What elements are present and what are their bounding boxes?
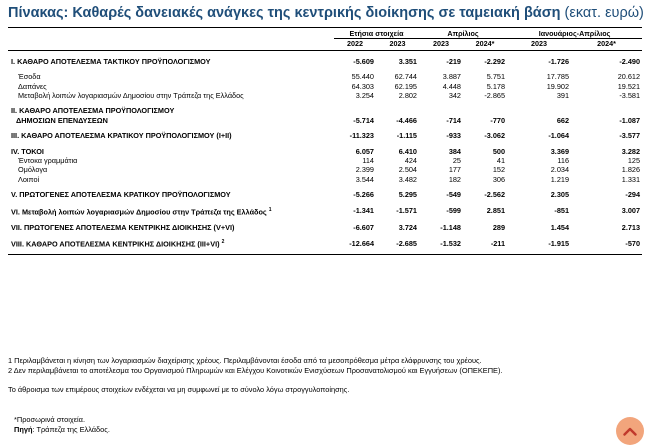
cell: 64.303 [351, 81, 374, 91]
cell: 342 [448, 91, 461, 101]
cell: -2.562 [484, 190, 506, 200]
title-unit: (εκατ. ευρώ) [564, 5, 644, 21]
chevron-up-icon [623, 426, 637, 436]
cell: 1.826 [621, 165, 641, 175]
table-row [8, 57, 642, 66]
footnotes [8, 356, 503, 395]
scroll-to-top-button[interactable] [616, 417, 644, 445]
cell: 62.744 [394, 72, 417, 82]
row-label: Δαπάνες [18, 81, 47, 91]
cell: 1.331 [621, 174, 641, 184]
cell: -1.064 [548, 131, 570, 141]
cell: -1.341 [353, 206, 374, 216]
cell: 3.007 [621, 206, 641, 216]
source-label: Πηγή [14, 425, 33, 435]
page-title [8, 5, 644, 21]
cell: 500 [492, 146, 506, 156]
row-label: IV. ΤΟΚΟΙ [11, 146, 44, 156]
footnote-ref: 1 [268, 206, 272, 213]
cell: 391 [556, 91, 570, 101]
data-table-container [8, 27, 642, 255]
header-group-annual: Ετήσια στοιχεία [334, 28, 419, 39]
cell: -294 [625, 190, 641, 200]
cell: 384 [448, 146, 461, 156]
cell: 306 [492, 174, 506, 184]
row-label: II. ΚΑΘΑΡΟ ΑΠΟΤΕΛΕΣΜΑ ΠΡΟΫΠΟΛΟΓΙΣΜΟΥ [11, 106, 175, 116]
cell: -2.292 [484, 56, 506, 66]
row-label [8, 238, 334, 254]
table-row [8, 206, 642, 217]
cell: -1.087 [619, 115, 641, 125]
header-year: 2023 [507, 39, 571, 50]
row-label: Ομόλογα [18, 165, 48, 175]
table-row [8, 223, 642, 232]
cell: 19.521 [617, 81, 641, 91]
cell: 662 [556, 115, 570, 125]
source-text: : Τράπεζα της Ελλάδος. [32, 425, 110, 435]
cell: 6.410 [398, 146, 417, 156]
cell: 2.399 [355, 165, 374, 175]
rounding-note: Το άθροισμα των επιμέρους στοιχείων ενδέχεται να μη συμφωνεί με το σύνολο λόγω στρογγυλοποίησης. [8, 384, 350, 394]
row-label: Λοιποί [18, 174, 40, 184]
cell: -549 [446, 190, 461, 200]
cell: -851 [554, 206, 570, 216]
cell: -1.571 [396, 206, 417, 216]
cell: 3.724 [398, 222, 417, 232]
cell: -219 [446, 56, 461, 66]
cell: 177 [448, 165, 461, 175]
cell: -6.607 [353, 222, 374, 232]
cell: 125 [627, 156, 641, 166]
cell: 1.219 [550, 174, 570, 184]
footnote-ref: 2 [221, 238, 225, 245]
table-row [8, 147, 642, 156]
cell: 3.254 [355, 91, 374, 101]
cell: -5.609 [353, 56, 374, 66]
borrowing-needs-table [8, 27, 642, 255]
cell: 2.851 [486, 206, 506, 216]
header-year: 2024* [571, 39, 642, 50]
row-label: V. ΠΡΩΤΟΓΕΝΕΣ ΑΠΟΤΕΛΕΣΜΑ ΚΡΑΤΙΚΟΥ ΠΡΟΫΠΟΛΟΓΙΣΜΟΥ [11, 190, 231, 200]
footnote-1: 1 Περιλαμβάνεται η κίνηση των λογαριασμών διαχείρισης χρέους. Περιλαμβάνονται έσοδα από τα μεσοπρόθεσμα μέτρα ελάφρυνσης του χρέους. [8, 356, 482, 365]
cell: 116 [557, 156, 570, 166]
cell: 3.887 [442, 72, 461, 82]
cell: -770 [490, 115, 506, 125]
cell: -5.714 [353, 115, 374, 125]
header-year: 2024* [463, 39, 507, 50]
cell: 20.612 [617, 72, 641, 82]
cell: -3.577 [619, 131, 641, 141]
cell: 182 [448, 174, 461, 184]
cell: -1.148 [440, 222, 461, 232]
cell: 289 [492, 222, 506, 232]
table-row [8, 106, 642, 115]
cell: 4.448 [442, 81, 461, 91]
cell: 3.544 [355, 174, 374, 184]
cell: -2.685 [396, 238, 417, 248]
cell: -933 [446, 131, 461, 141]
table-row [8, 165, 642, 174]
table-row [8, 91, 642, 100]
row-label: Μεταβολή λοιπών λογαριασμών Δημοσίου στην Τράπεζα της Ελλάδος [18, 91, 244, 101]
source-block [14, 415, 110, 436]
cell: 2.713 [621, 222, 641, 232]
row-label-text: VIII. ΚΑΘΑΡΟ ΑΠΟΤΕΛΕΣΜΑ ΚΕΝΤΡΙΚΗΣ ΔΙΟΙΚΗΣΗΣ (III+VI) [11, 239, 220, 249]
cell: 6.057 [355, 146, 374, 156]
title-main: Πίνακας: Καθαρές δανειακές ανάγκες της κεντρικής διοίκησης σε ταμειακή βάση [8, 5, 561, 21]
cell: 62.195 [394, 81, 417, 91]
header-year: 2023 [376, 39, 419, 50]
cell: -12.664 [349, 238, 374, 248]
cell: 424 [404, 156, 417, 166]
cell: -4.466 [396, 115, 417, 125]
header-group-jan-apr: Ιανουάριος-Απρίλιος [507, 28, 642, 39]
cell: -570 [625, 238, 641, 248]
cell: -1.726 [548, 56, 570, 66]
row-label: I. ΚΑΘΑΡΟ ΑΠΟΤΕΛΕΣΜΑ ΤΑΚΤΙΚΟΥ ΠΡΟΫΠΟΛΟΓΙΣΜΟΥ [11, 56, 211, 66]
row-label: III. ΚΑΘΑΡΟ ΑΠΟΤΕΛΕΣΜΑ ΚΡΑΤΙΚΟΥ ΠΡΟΫΠΟΛΟΓΙΣΜΟΥ (I+II) [11, 131, 232, 141]
table-row [8, 82, 642, 91]
provisional-note: *Προσωρινά στοιχεία. [14, 415, 85, 424]
header-group-april: Απρίλιος [419, 28, 507, 39]
cell: 152 [492, 165, 506, 175]
header-year: 2022 [334, 39, 376, 50]
cell: -2.865 [484, 91, 506, 101]
row-label-continued: ΔΗΜΟΣΙΩΝ ΕΠΕΝΔΥΣΕΩΝ [16, 115, 108, 125]
table-row [8, 131, 642, 140]
row-label: VII. ΠΡΩΤΟΓΕΝΕΣ ΑΠΟΤΕΛΕΣΜΑ ΚΕΝΤΡΙΚΗΣ ΔΙΟΙΚΗΣΗΣ (V+VI) [11, 222, 235, 232]
cell: -599 [446, 206, 461, 216]
cell: -5.266 [353, 190, 374, 200]
row-label: Έσοδα [18, 72, 41, 82]
cell: -1.532 [440, 238, 461, 248]
cell: 17.785 [546, 72, 570, 82]
cell: -11.323 [349, 131, 374, 141]
cell: -2.490 [619, 56, 641, 66]
cell: -3.581 [619, 91, 641, 101]
cell: -3.062 [484, 131, 506, 141]
cell: -714 [446, 115, 461, 125]
cell: 2.802 [398, 91, 417, 101]
table-row [8, 156, 642, 165]
cell: -211 [490, 238, 506, 248]
footnote-2: 2 Δεν περιλαμβάνεται το αποτέλεσμα του Οργανισμού Πληρωμών και Ελέγχου Κοινοτικών Ενισχύσεων Προσανατολισμού και Εγγυήσεων (ΟΠΕΚΕΠΕ). [8, 366, 503, 376]
table-row [8, 116, 642, 125]
table-row [8, 175, 642, 184]
cell: 5.178 [486, 81, 506, 91]
table-row [8, 190, 642, 199]
source-note [14, 425, 110, 435]
cell: 114 [362, 156, 374, 166]
cell: 55.440 [351, 72, 374, 82]
table-row [8, 72, 642, 81]
cell: 1.454 [550, 222, 570, 232]
cell: -1.915 [548, 238, 570, 248]
cell: 3.369 [550, 146, 570, 156]
cell: 41 [496, 156, 506, 166]
table-row [8, 238, 642, 254]
row-label-text: VI. Μεταβολή λοιπών λογαριασμών Δημοσίου στην Τράπεζα της Ελλάδος [11, 207, 267, 217]
cell: 2.504 [398, 165, 417, 175]
cell: 19.902 [546, 81, 570, 91]
cell: 3.351 [398, 56, 417, 66]
cell: 25 [452, 156, 461, 166]
cell: 5.751 [486, 72, 506, 82]
cell: 5.295 [398, 190, 417, 200]
cell: -1.115 [396, 131, 417, 141]
row-label [8, 206, 334, 217]
cell: 2.034 [550, 165, 570, 175]
cell: 3.482 [398, 174, 417, 184]
header-year: 2023 [419, 39, 463, 50]
cell: 2.305 [550, 190, 570, 200]
row-label: Έντοκα γραμμάτια [18, 156, 78, 166]
cell: 3.282 [621, 146, 641, 156]
